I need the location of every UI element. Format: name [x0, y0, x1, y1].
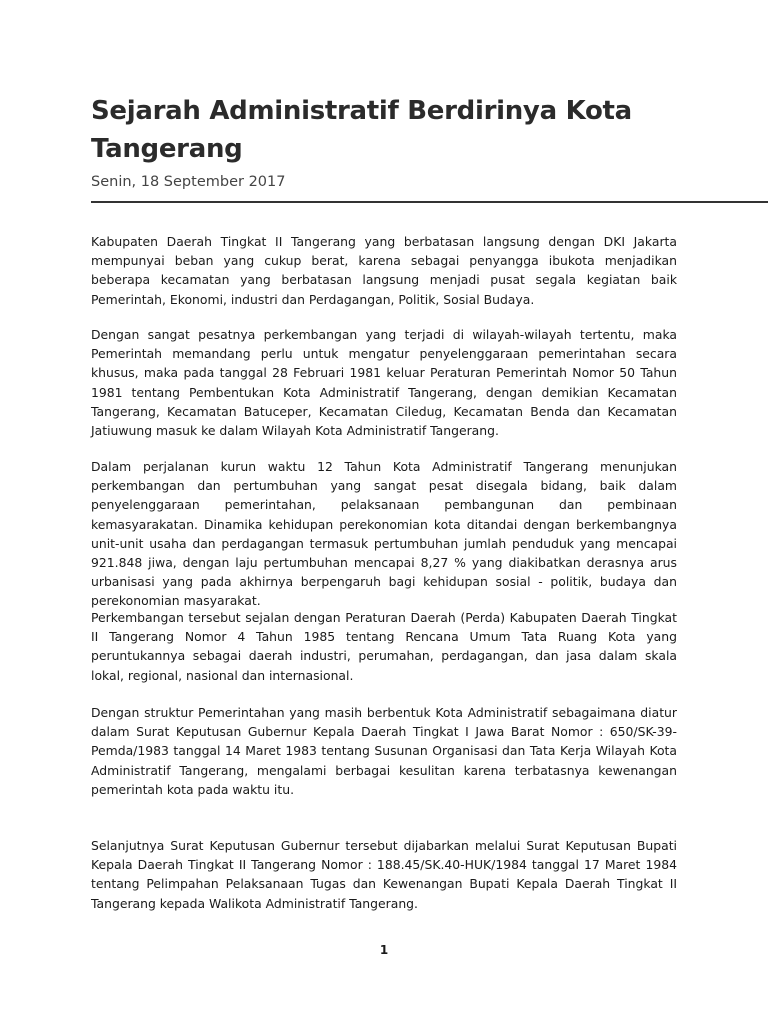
paragraph-5: Dengan struktur Pemerintahan yang masih berbentuk Kota Administratif sebagaimana diatur dalam Surat Keputusan Gubernur Kepala Daerah Tingkat I Jawa Barat Nomor : 650/SK-39-Pemda/1983 tanggal 14 Maret 1983 tentang Susunan Organisasi dan Tata Kerja Wilayah Kota Administratif Tangerang, mengalami berbagai kesulitan karena terbatasnya kewenangan pemerintah kota pada waktu itu.: [91, 705, 677, 797]
header-divider: [91, 201, 768, 203]
paragraph-6: Selanjutnya Surat Keputusan Gubernur tersebut dijabarkan melalui Surat Keputusan Bupati Kepala Daerah Tingkat II Tangerang Nomor : 188.45/SK.40-HUK/1984 tanggal 17 Maret 1984 tentang Pelimpahan Pelaksanaan Tugas dan Kewenangan Bupati Kepala Daerah Tingkat II Tangerang kepada Walikota Administratif Tangerang.: [91, 838, 677, 911]
paragraph-2: Dengan sangat pesatnya perkembangan yang terjadi di wilayah-wilayah tertentu, maka Pemerintah memandang perlu untuk mengatur penyelenggaraan pemerintahan secara khusus, maka pada tanggal 28 Februari 1981 keluar Peraturan Pemerintah Nomor 50 Tahun 1981 tentang Pembentukan Kota Administratif Tangerang, dengan demikian Kecamatan Tangerang, Kecamatan Batuceper, Kecamatan Ciledug, Kecamatan Benda dan Kecamatan Jatiuwung masuk ke dalam Wilayah Kota Administratif Tangerang.: [91, 327, 677, 439]
paragraph-3: Dalam perjalanan kurun waktu 12 Tahun Kota Administratif Tangerang menunjukan perkembangan dan pertumbuhan yang sangat pesat disegala bidang, baik dalam penyelenggaraan pemerintahan, pelaksanaan pembangunan dan pembinaan kemasyarakatan. Dinamika kehidupan perekonomian kota ditandai dengan berkembangnya unit-unit usaha dan perdagangan termasuk pertumbuhan jumlah penduduk yang mencapai 921.848 jiwa, dengan laju pertumbuhan mencapai 8,27 % yang diakibatkan derasnya arus urbanisasi yang pada akhirnya berpengaruh bagi kehidupan sosial - politik, budaya dan perekonomian masyarakat.: [91, 459, 677, 609]
paragraph-1: Kabupaten Daerah Tingkat II Tangerang yang berbatasan langsung dengan DKI Jakarta mempunyai beban yang cukup berat, karena sebagai penyangga ibukota menjadikan beberapa kecamatan yang berbatasan langsung menjadi pusat segala kegiatan baik Pemerintah, Ekonomi, industri dan Perdagangan, Politik, Sosial Budaya.: [91, 234, 677, 307]
article-title: Sejarah Administratif Berdirinya Kota Tangerang: [91, 96, 632, 164]
publish-date: Senin, 18 September 2017: [91, 174, 286, 190]
paragraph-4: Perkembangan tersebut sejalan dengan Peraturan Daerah (Perda) Kabupaten Daerah Tingkat II Tangerang Nomor 4 Tahun 1985 tentang Rencana Umum Tata Ruang Kota yang peruntukannya sebagai daerah industri, perumahan, perdagangan, dan jasa dalam skala lokal, regional, nasional dan internasional.: [91, 610, 677, 683]
page-number: 1: [379, 943, 389, 957]
